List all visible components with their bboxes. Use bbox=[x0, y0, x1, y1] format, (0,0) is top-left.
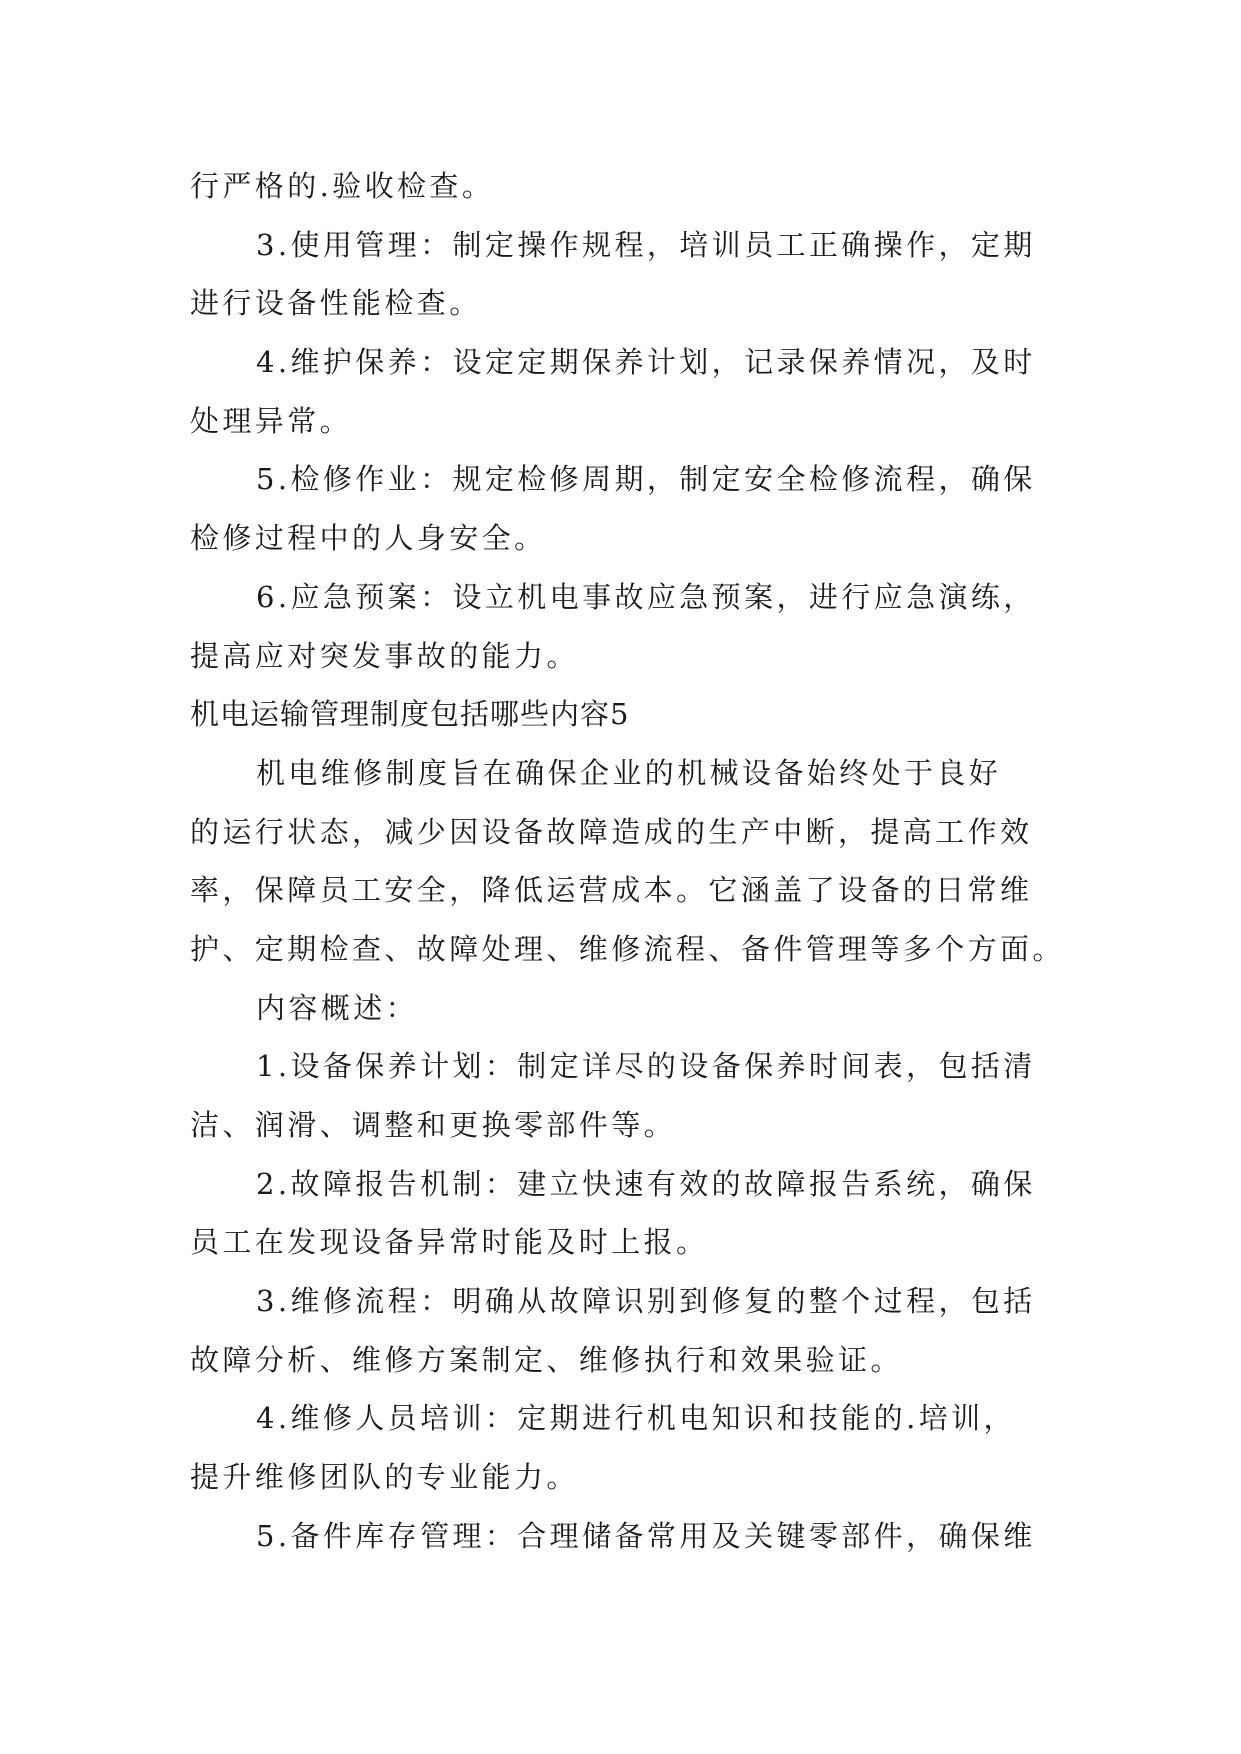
text-line: 提高应对突发事故的能力。 bbox=[190, 638, 579, 673]
text-line: 员工在发现设备异常时能及时上报。 bbox=[190, 1225, 709, 1260]
text-line: 机电维修制度旨在确保企业的机械设备始终处于良好 bbox=[256, 755, 1002, 790]
text-line: 进行设备性能检查。 bbox=[190, 286, 482, 321]
document-body bbox=[190, 157, 1065, 1566]
text-line: 2.故障报告机制：建立快速有效的故障报告系统，确保 bbox=[256, 1166, 1036, 1201]
text-line: 行严格的.验收检查。 bbox=[190, 169, 495, 203]
text-line: 率，保障员工安全，降低运营成本。它涵盖了设备的日常维 bbox=[190, 873, 1033, 908]
text-line: 的运行状态，减少因设备故障造成的生产中断，提高工作效 bbox=[190, 814, 1033, 849]
text-line: 6.应急预案：设立机电事故应急预案，进行应急演练， bbox=[256, 579, 1036, 614]
text-line: 洁、润滑、调整和更换零部件等。 bbox=[190, 1108, 677, 1142]
text-line: 5.检修作业：规定检修周期，制定安全检修流程，确保 bbox=[256, 462, 1036, 497]
text-line: 提升维修团队的专业能力。 bbox=[190, 1460, 579, 1495]
text-line: 5.备件库存管理：合理储备常用及关键零部件，确保维 bbox=[256, 1518, 1036, 1553]
text-line: 4.维修人员培训：定期进行机电知识和技能的.培训， bbox=[256, 1401, 1016, 1436]
section-heading: 机电运输管理制度包括哪些内容5 bbox=[190, 697, 630, 732]
text-line: 处理异常。 bbox=[190, 403, 353, 438]
text-line: 1.设备保养计划：制定详尽的设备保养时间表，包括清 bbox=[256, 1049, 1036, 1084]
text-line: 3.维修流程：明确从故障识别到修复的整个过程，包括 bbox=[256, 1284, 1036, 1319]
text-line: 故障分析、维修方案制定、维修执行和效果验证。 bbox=[190, 1342, 903, 1377]
text-line: 护、定期检查、故障处理、维修流程、备件管理等多个方面。 bbox=[190, 931, 1065, 966]
text-line: 3.使用管理：制定操作规程，培训员工正确操作，定期 bbox=[256, 227, 1036, 262]
text-line: 4.维护保养：设定定期保养计划，记录保养情况，及时 bbox=[256, 345, 1036, 380]
text-line: 内容概述： bbox=[256, 990, 419, 1025]
text-line: 检修过程中的人身安全。 bbox=[190, 521, 547, 556]
